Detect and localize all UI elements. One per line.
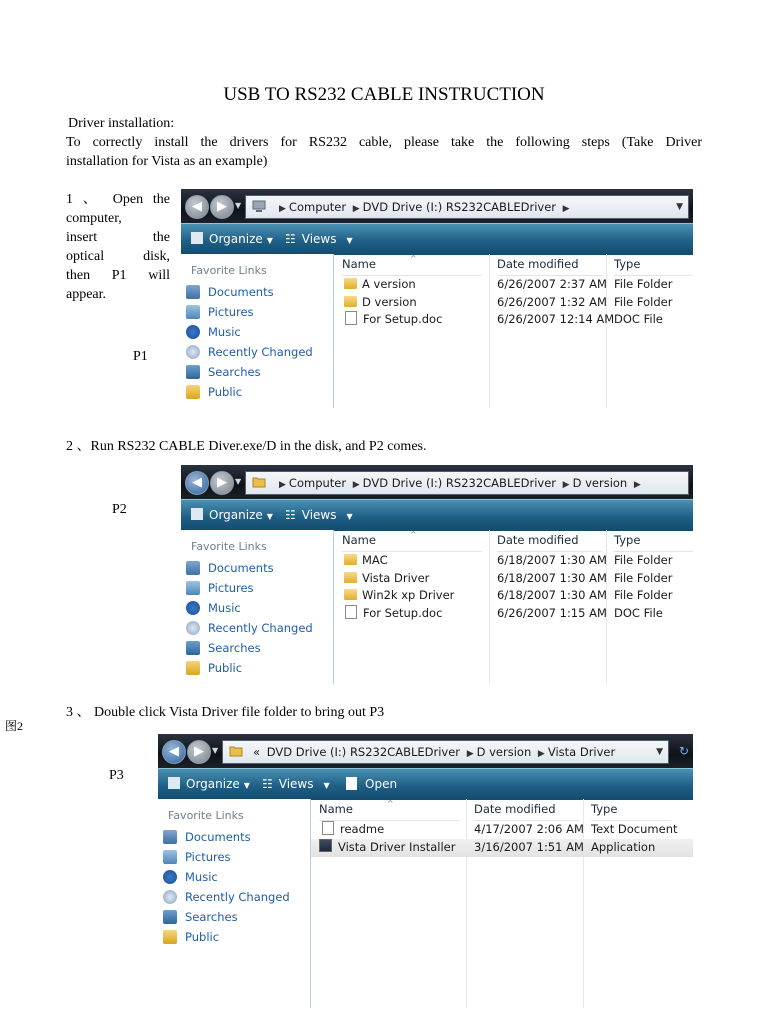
views-label: Views: [301, 232, 337, 246]
favorite-link-documents[interactable]: [163, 828, 251, 846]
explorer-window-p2: [181, 465, 693, 684]
views-label: Views: [278, 777, 314, 791]
file-type: File Folder: [614, 570, 673, 585]
file-name: D version: [362, 294, 417, 309]
file-type: Text Document: [591, 822, 678, 836]
link-label: Music: [185, 870, 218, 884]
recently-changed-icon: [186, 621, 200, 635]
folder-icon: [344, 278, 357, 289]
file-row[interactable]: [334, 311, 693, 329]
step-1-line: then P1 will: [66, 268, 170, 283]
sort-arrow-icon: ^: [387, 799, 394, 808]
computer-icon: [252, 200, 266, 212]
organize-icon: [191, 508, 203, 520]
favorite-link-public[interactable]: [186, 659, 242, 677]
link-label: Public: [208, 661, 243, 675]
file-date: 6/18/2007 1:30 AM: [497, 588, 607, 602]
link-label: Searches: [185, 910, 238, 924]
breadcrumb: [253, 741, 615, 765]
organize-label: Organize: [186, 777, 240, 791]
figure-label-p3: P3: [109, 768, 124, 783]
public-folder-icon: [186, 385, 200, 399]
file-name: A version: [362, 277, 416, 291]
recently-changed-icon: [163, 890, 177, 904]
pictures-icon: [163, 850, 177, 864]
file-date: 6/26/2007 12:14 AM: [497, 312, 615, 326]
file-name: Vista Driver Installer: [338, 840, 456, 854]
forward-button[interactable]: ▶: [210, 471, 234, 495]
link-label: Music: [208, 325, 241, 339]
public-folder-icon: [163, 930, 177, 944]
command-bar: [181, 223, 693, 255]
file-date: 6/18/2007 1:30 AM: [497, 553, 607, 567]
document-icon: [345, 605, 357, 619]
back-button[interactable]: ◀: [185, 195, 209, 219]
step-3-text: 3 、 Double click Vista Driver file folder to bring out P3: [66, 705, 385, 720]
organize-label: Organize: [209, 508, 263, 522]
column-header-label: Name: [342, 257, 376, 271]
text-file-icon: [322, 821, 334, 835]
favorite-links-heading: Favorite Links: [168, 809, 244, 822]
organize-button[interactable]: [191, 500, 273, 532]
favorite-link-pictures[interactable]: [163, 848, 231, 866]
favorite-link-searches[interactable]: [163, 908, 238, 926]
chevron-down-icon: ▼: [346, 512, 353, 521]
margin-note: 图2: [5, 719, 24, 733]
favorite-link-documents[interactable]: [186, 283, 274, 301]
folder-icon: [344, 572, 357, 583]
breadcrumb-item[interactable]: DVD Drive (I:) RS232CABLEDriver: [362, 476, 556, 490]
breadcrumb: [276, 196, 573, 220]
music-icon: [163, 870, 177, 884]
back-button[interactable]: ◀: [162, 740, 186, 764]
file-list: [334, 254, 693, 408]
chevron-right-icon: ▶: [279, 204, 286, 214]
file-row[interactable]: [334, 587, 693, 605]
application-icon: [319, 839, 332, 852]
recently-changed-icon: [186, 345, 200, 359]
folder-icon: [344, 554, 357, 565]
chevron-right-icon: ▶: [562, 480, 570, 490]
command-bar: [181, 499, 693, 531]
sort-arrow-icon: ^: [410, 254, 417, 263]
intro-line-1: To correctly install the drivers for RS232 cable, please take the following steps (Take Driver: [66, 135, 702, 150]
explorer-window-p1: [181, 189, 693, 408]
music-icon: [186, 325, 200, 339]
favorite-link-recently-changed[interactable]: [186, 619, 313, 637]
address-bar: [181, 189, 693, 223]
file-name: readme: [340, 822, 385, 836]
folder-icon: [252, 476, 266, 488]
favorite-link-music[interactable]: [186, 599, 241, 617]
file-name: For Setup.doc: [363, 605, 443, 620]
navigation-pane: [181, 254, 334, 408]
breadcrumb-item[interactable]: D version: [572, 476, 628, 490]
chevron-right-icon: ▶: [537, 749, 545, 759]
column-header-type[interactable]: Type: [614, 530, 693, 552]
file-date: 3/16/2007 1:51 AM: [474, 840, 584, 854]
file-type: File Folder: [614, 294, 673, 309]
public-folder-icon: [186, 661, 200, 675]
breadcrumb: [276, 472, 644, 496]
link-label: Searches: [208, 641, 261, 655]
breadcrumb-item[interactable]: D version: [476, 745, 532, 759]
column-header-name[interactable]: [319, 799, 459, 821]
file-name: For Setup.doc: [363, 312, 443, 326]
file-list: [311, 799, 693, 1008]
chevron-down-icon: ▼: [346, 236, 353, 245]
column-header-date[interactable]: Date modified: [497, 254, 602, 276]
chevron-down-icon: ▼: [266, 512, 273, 521]
document-icon: [345, 311, 357, 325]
views-icon: ☷: [285, 508, 296, 522]
chevron-right-icon: ▶: [352, 480, 360, 490]
organize-icon: [168, 777, 180, 789]
link-label: Recently Changed: [208, 345, 313, 359]
views-icon: ☷: [262, 777, 273, 791]
address-field[interactable]: [222, 740, 669, 764]
link-label: Documents: [208, 561, 274, 575]
file-row[interactable]: [334, 276, 693, 294]
file-type: DOC File: [614, 312, 663, 326]
favorite-link-recently-changed[interactable]: [163, 888, 290, 906]
link-label: Documents: [185, 830, 251, 844]
chevron-down-icon[interactable]: ▼: [656, 747, 663, 757]
file-date: 6/26/2007 1:32 AM: [497, 294, 607, 309]
folder-icon: [229, 745, 243, 757]
favorite-link-searches[interactable]: [186, 639, 261, 657]
command-bar: [158, 768, 693, 800]
breadcrumb-item[interactable]: DVD Drive (I:) RS232CABLEDriver: [266, 745, 461, 759]
searches-icon: [163, 910, 177, 924]
column-header-type[interactable]: Type: [591, 799, 671, 821]
link-label: Pictures: [185, 850, 231, 864]
organize-button[interactable]: [191, 224, 273, 256]
file-row-selected[interactable]: [311, 839, 693, 857]
file-date: 6/26/2007 1:15 AM: [497, 605, 607, 620]
forward-button[interactable]: ▶: [210, 195, 234, 219]
step-1-line: 1 、 Open the: [66, 192, 170, 207]
chevron-down-icon: ▼: [266, 236, 273, 245]
file-name: Vista Driver: [362, 570, 430, 585]
column-header-name[interactable]: [342, 530, 482, 552]
step-1-line: optical disk,: [66, 249, 170, 264]
chevron-down-icon[interactable]: ▼: [676, 202, 683, 212]
intro-line-2: installation for Vista as an example): [66, 154, 268, 169]
recent-pages-dropdown[interactable]: ▼: [235, 477, 242, 486]
chevron-right-icon: ▶: [562, 204, 570, 214]
favorite-links-heading: Favorite Links: [191, 264, 267, 277]
file-date: 6/26/2007 2:37 AM: [497, 277, 607, 291]
figure-label-p1: P1: [133, 349, 148, 364]
music-icon: [186, 601, 200, 615]
organize-label: Organize: [209, 232, 263, 246]
documents-icon: [186, 285, 200, 299]
favorite-link-music[interactable]: [163, 868, 218, 886]
chevron-right-icon: ▶: [633, 480, 641, 490]
refresh-icon[interactable]: ↻: [678, 744, 690, 758]
back-button[interactable]: ◀: [185, 471, 209, 495]
file-name: Win2k xp Driver: [362, 588, 455, 602]
documents-icon: [186, 561, 200, 575]
link-label: Pictures: [208, 305, 254, 319]
overflow-chevron-icon[interactable]: «: [253, 745, 261, 759]
chevron-right-icon: ▶: [352, 204, 360, 214]
breadcrumb-item[interactable]: Computer: [288, 476, 347, 490]
column-header-date[interactable]: Date modified: [497, 530, 602, 552]
favorite-link-pictures[interactable]: [186, 579, 254, 597]
favorite-link-pictures[interactable]: [186, 303, 254, 321]
step-2-text: 2 、Run RS232 CABLE Diver.exe/D in the disk, and P2 comes.: [66, 439, 427, 454]
link-label: Documents: [208, 285, 274, 299]
column-header-name[interactable]: [342, 254, 482, 276]
chevron-right-icon: ▶: [279, 480, 286, 490]
column-header-label: Name: [342, 533, 376, 547]
step-1-line: insert the: [66, 230, 170, 245]
folder-icon: [344, 296, 357, 307]
views-button[interactable]: [285, 500, 353, 532]
searches-icon: [186, 641, 200, 655]
favorite-links-heading: Favorite Links: [191, 540, 267, 553]
file-date: 6/18/2007 1:30 AM: [497, 570, 607, 585]
step-1-line: computer,: [66, 211, 122, 226]
address-field[interactable]: [245, 471, 689, 495]
views-button[interactable]: [262, 769, 330, 801]
organize-icon: [191, 232, 203, 244]
link-label: Recently Changed: [208, 621, 313, 635]
file-type: Application: [591, 840, 656, 854]
address-field[interactable]: [245, 195, 689, 219]
file-name: MAC: [362, 553, 388, 567]
file-type: File Folder: [614, 553, 673, 567]
pictures-icon: [186, 305, 200, 319]
favorite-link-public[interactable]: [186, 383, 242, 401]
recent-pages-dropdown[interactable]: ▼: [212, 746, 219, 755]
file-date: 4/17/2007 2:06 AM: [474, 822, 584, 836]
file-row[interactable]: [334, 552, 693, 570]
file-row[interactable]: [334, 605, 693, 623]
sort-arrow-icon: ^: [410, 530, 417, 539]
address-bar: [181, 465, 693, 499]
recent-pages-dropdown[interactable]: ▼: [235, 201, 242, 210]
favorite-link-recently-changed[interactable]: [186, 343, 313, 361]
address-bar: [158, 734, 693, 768]
link-label: Public: [185, 930, 220, 944]
explorer-window-p3: [158, 734, 693, 1008]
section-heading: Driver installation:: [68, 116, 175, 131]
link-label: Searches: [208, 365, 261, 379]
organize-button[interactable]: [168, 769, 250, 801]
breadcrumb-item[interactable]: Computer: [288, 200, 347, 214]
documents-icon: [163, 830, 177, 844]
file-list: [334, 530, 693, 684]
chevron-down-icon: ▼: [243, 781, 250, 790]
views-icon: ☷: [285, 232, 296, 246]
views-button[interactable]: [285, 224, 353, 256]
open-label: Open: [365, 777, 398, 791]
breadcrumb-item[interactable]: DVD Drive (I:) RS232CABLEDriver: [362, 200, 556, 214]
file-row[interactable]: [334, 294, 693, 312]
navigation-pane: [158, 799, 311, 1008]
file-type: File Folder: [614, 588, 673, 602]
searches-icon: [186, 365, 200, 379]
pictures-icon: [186, 581, 200, 595]
step-1-text: [66, 190, 170, 304]
link-label: Pictures: [208, 581, 254, 595]
column-header-date[interactable]: Date modified: [474, 799, 579, 821]
file-type: File Folder: [614, 277, 673, 291]
favorite-link-music[interactable]: [186, 323, 241, 341]
file-type: DOC File: [614, 605, 663, 620]
favorite-link-searches[interactable]: [186, 363, 261, 381]
breadcrumb-item[interactable]: Vista Driver: [547, 745, 616, 759]
folder-icon: [344, 589, 357, 600]
link-label: Recently Changed: [185, 890, 290, 904]
file-row[interactable]: [311, 821, 693, 839]
link-label: Public: [208, 385, 243, 399]
file-row[interactable]: [334, 570, 693, 588]
link-label: Music: [208, 601, 241, 615]
forward-button[interactable]: ▶: [187, 740, 211, 764]
page-title: USB TO RS232 CABLE INSTRUCTION: [223, 84, 545, 105]
column-header-type[interactable]: Type: [614, 254, 693, 276]
favorite-link-documents[interactable]: [186, 559, 274, 577]
views-label: Views: [301, 508, 337, 522]
step-1-line: appear.: [66, 287, 107, 302]
open-icon: [346, 777, 357, 790]
navigation-pane: [181, 530, 334, 684]
figure-label-p2: P2: [112, 502, 127, 517]
chevron-right-icon: ▶: [466, 749, 474, 759]
column-header-label: Name: [319, 802, 353, 816]
favorite-link-public[interactable]: [163, 928, 219, 946]
chevron-down-icon: ▼: [323, 781, 330, 790]
